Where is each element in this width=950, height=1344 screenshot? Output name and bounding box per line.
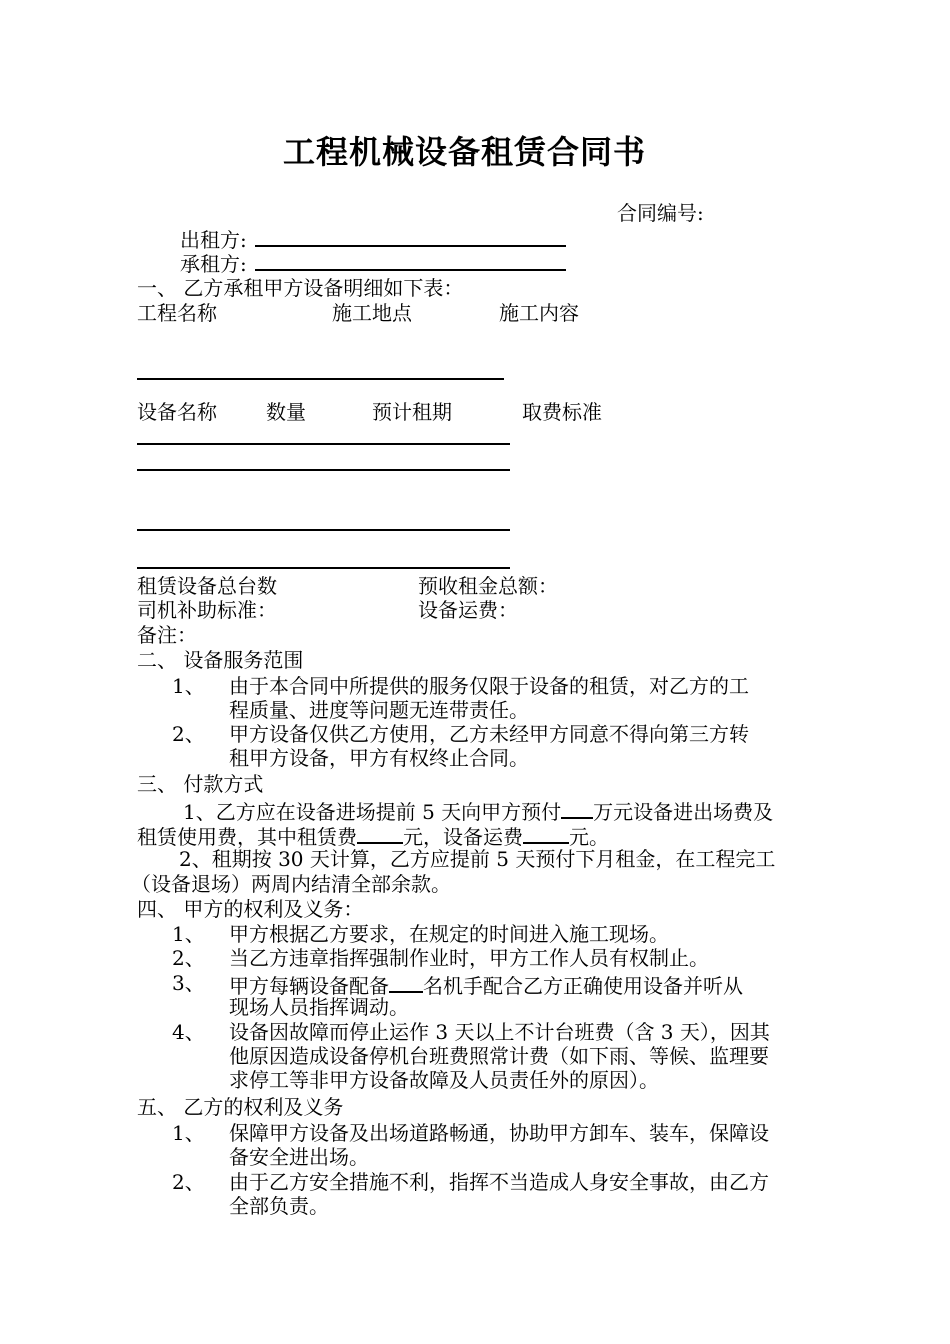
s2-item-2-number: 2、 [172,722,205,746]
project-col-name: 工程名称 [137,301,217,325]
operator-count-blank [389,971,423,993]
lessee-label: 承租方: [180,252,247,276]
s4-item-3-number: 3、 [172,971,205,995]
rental-fee-blank [357,822,403,844]
equipment-col-name: 设备名称 [137,400,217,424]
s5-item-2-line-2: 全部负责。 [229,1194,329,1218]
s4-item-1: 甲方根据乙方要求，在规定的时间进入施工现场。 [229,922,669,946]
s4-item-2: 当乙方违章指挥强制作业时，甲方工作人员有权制止。 [229,946,709,970]
lessor-label: 出租方: [180,228,247,252]
document-title: 工程机械设备租赁合同书 [283,133,647,171]
s4-item-3-line-1 [229,971,743,998]
s3-paragraph-1-line-2 [137,822,609,849]
equipment-table-line-4 [137,567,510,569]
equipment-col-term: 预计租期 [372,400,452,424]
lessor-blank-line [255,245,566,247]
section-1-heading: 一、 乙方承租甲方设备明细如下表： [137,276,464,300]
s3-p1-text-b: 万元设备进出场费及 [593,800,774,824]
s4-item-4-line-1: 设备因故障而停止运作 3 天以上不计台班费（含 3 天），因其 [229,1020,770,1044]
s4-i3-text-a: 甲方每辆设备配备 [229,974,389,998]
total-units-label: 租赁设备总台数 [137,574,277,598]
s2-item-2-line-1: 甲方设备仅供乙方使用，乙方未经甲方同意不得向第三方转 [229,722,749,746]
project-table-line [137,378,504,380]
s2-item-1-line-2: 程质量、进度等问题无连带责任。 [229,698,529,722]
s5-item-1-number: 1、 [172,1121,205,1145]
s4-item-1-number: 1、 [172,922,205,946]
s2-item-1-line-1: 由于本合同中所提供的服务仅限于设备的租赁，对乙方的工 [229,674,749,698]
section-2-heading: 二、 设备服务范围 [137,648,304,672]
remarks-label: 备注： [137,623,197,647]
s3-p1-text-a: 1、乙方应在设备进场提前 5 天向甲方预付 [183,800,562,824]
s4-item-4-line-2: 他原因造成设备停机台班费照常计费（如下雨、等候、监理要 [229,1044,769,1068]
project-col-content: 施工内容 [499,301,579,325]
driver-subsidy-label: 司机补助标准： [137,598,277,622]
freight-fee-blank [523,822,569,844]
s3-p1-text-e: 元。 [569,825,609,849]
s5-item-2-number: 2、 [172,1170,205,1194]
s5-item-1-line-2: 备安全进出场。 [229,1145,369,1169]
equipment-table-line-2 [137,469,510,471]
s3-p1-text-c: 租赁使用费，其中租赁费 [137,825,357,849]
s2-item-2-line-2: 租甲方设备，甲方有权终止合同。 [229,746,529,770]
s4-i3-text-b: 名机手配合乙方正确使用设备并听从 [423,974,743,998]
equipment-table-line-1 [137,443,510,445]
contract-number-label: 合同编号: [617,201,704,225]
s4-item-4-line-3: 求停工等非甲方设备故障及人员责任外的原因）。 [229,1068,659,1092]
s3-paragraph-2-line-2: （设备退场）两周内结清全部余款。 [131,872,451,896]
equipment-col-quantity: 数量 [266,400,306,424]
s4-item-4-number: 4、 [172,1020,205,1044]
s5-item-1-line-1: 保障甲方设备及出场道路畅通，协助甲方卸车、装车，保障设 [229,1121,769,1145]
s4-item-2-number: 2、 [172,946,205,970]
s4-item-3-line-2: 现场人员指挥调动。 [229,995,409,1019]
s3-paragraph-1-line-1 [183,797,773,824]
s3-p1-text-d: 元，设备运费 [403,825,523,849]
section-3-heading: 三、 付款方式 [137,772,264,796]
project-col-location: 施工地点 [332,301,412,325]
s2-item-1-number: 1、 [172,674,205,698]
lessee-blank-line [255,269,566,271]
prepaid-total-label: 预收租金总额： [418,574,558,598]
equipment-col-fee: 取费标准 [522,400,602,424]
freight-label: 设备运费： [418,598,518,622]
equipment-table-line-3 [137,529,510,531]
section-5-heading: 五、 乙方的权利及义务 [137,1095,344,1119]
s5-item-2-line-1: 由于乙方安全措施不利，指挥不当造成人身安全事故，由乙方 [229,1170,769,1194]
s3-paragraph-2-line-1: 2、租期按 30 天计算，乙方应提前 5 天预付下月租金，在工程完工 [179,847,776,871]
section-4-heading: 四、 甲方的权利及义务： [137,897,364,921]
advance-amount-blank [561,797,593,819]
